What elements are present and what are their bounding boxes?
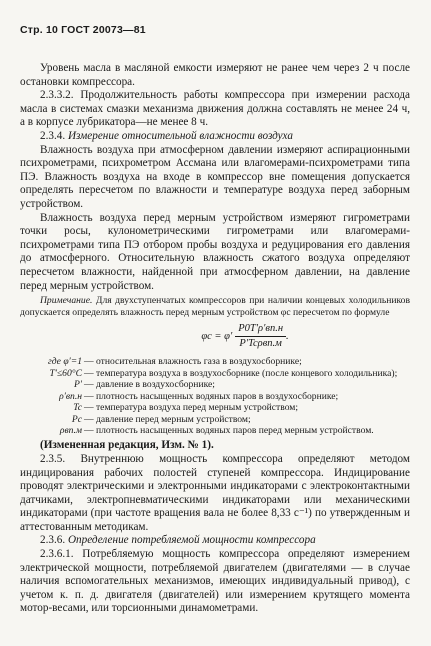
definition-row — [20, 368, 410, 379]
paragraph-2-3-5: 2.3.5. Внутреннюю мощность компрессора определяют методом индицирования рабочих полостей ступеней компрессора. Индицирование проводят электрическими и электронными индикаторами с электроконтактными датчиками, электропневматическими индикаторами или механическими индикаторами (при частоте вращения вала не более 8,33 с⁻¹) по утвержденным и аттестованным методикам. — [20, 452, 410, 533]
note-text: Для двухступенчатых компрессоров при наличии концевых холодильников допускается определять влажность перед мерным устройством φc пересчетом по формуле — [20, 295, 411, 318]
definition-symbol: P′ — [74, 379, 82, 391]
section-title: Определение потребляемой мощности компрессора — [67, 534, 316, 547]
paragraph-humidity-meter: Влажность воздуха перед мерным устройством измеряют гигрометрами точки росы, кулонометрическими гигрометрами или влагомерами-психрометрами типа ПЭ отбором пробы воздуха и редуцирования его давления до атмосферного. Относительную влажность сжатого воздуха определяют пересчетом влажности, найденной при атмосферном давлении, на давление перед мерным устройством. — [20, 211, 410, 292]
paragraph-humidity-atm: Влажность воздуха при атмосферном давлении измеряют аспирационными психрометрами, психрометром Ассмана или влагомерами-психрометрами типа ПЭ. Влажность воздуха на входе в компрессор вне помещения допускается определять пересчетом по влажности и температуре воздуха перед заборным устройством. — [20, 143, 410, 210]
definition-row — [20, 414, 410, 425]
formula-tail: . — [286, 330, 289, 342]
definition-row — [20, 356, 410, 367]
section-2-3-6-heading — [20, 534, 410, 548]
definition-text: — давление в воздухосборнике; — [84, 379, 215, 391]
definition-row — [20, 379, 410, 390]
note-label: Примечание. — [40, 295, 93, 307]
note-paragraph — [20, 295, 410, 318]
paragraph-2-3-3-2: 2.3.3.2. Продолжительность работы компрессора при измерении расхода масла в системах смазки механизма движения должна составлять не менее 24 ч, а в корпусе лубрикатора—не менее 8 ч. — [20, 89, 410, 129]
formula-lhs: φc = φ′ — [201, 330, 233, 342]
formula-fraction — [235, 322, 286, 350]
amendment-note: (Измененная редакция, Изм. № 1). — [40, 439, 214, 452]
section-number: 2.3.4. — [40, 129, 66, 142]
definition-row — [20, 425, 410, 436]
section-title: Измерение относительной влажности воздуха — [67, 129, 293, 142]
definition-symbol: где φ′=1 — [47, 356, 82, 368]
paragraph-2-3-6-1: 2.3.6.1. Потребляемую мощность компрессора определяют измерением электрической мощности, потребляемой двигателем (двигателями — в случае наличия вспомогательных механизмов, имеющих индивидуальный привод), с учетом к. п. д. двигателя (двигателей) или измерением крутящего момента мотор-весами, или торсионными динамометрами. — [20, 548, 410, 615]
formula-definitions — [20, 356, 410, 436]
definition-text: — относительная влажность газа в воздухосборнике; — [84, 356, 302, 368]
definition-row — [20, 391, 410, 402]
definition-symbol: Pc — [71, 413, 82, 425]
definition-symbol: Tc — [73, 402, 82, 414]
definition-text: — плотность насыщенных водяных паров в воздухосборнике; — [84, 390, 339, 402]
definition-text: — давление перед мерным устройством; — [84, 413, 251, 425]
formula-numerator: P0T′ρ′вп.н — [235, 322, 286, 337]
definition-symbol: ρ′вп.н — [59, 390, 82, 402]
definition-text: — температура воздуха в воздухосборнике (после концевого холодильника); — [84, 367, 398, 379]
section-2-3-4-heading — [20, 130, 410, 144]
definition-symbol: ρвп.м — [59, 424, 82, 436]
humidity-formula — [80, 322, 410, 350]
paragraph-oil-level: Уровень масла в масляной емкости измеряют не ранее чем через 2 ч после остановки компрессора. — [20, 62, 410, 88]
definition-text: — плотность насыщенных водяных паров перед мерным устройством. — [84, 424, 374, 436]
definition-symbol: T′≤60°C — [49, 367, 82, 379]
section-number: 2.3.6. — [40, 534, 66, 547]
definition-text: — температура воздуха перед мерным устройством; — [84, 402, 299, 414]
document-body — [20, 62, 410, 616]
formula-denominator: P′Tcρвп.м — [239, 337, 282, 349]
page-header: Стр. 10 ГОСТ 20073—81 — [20, 24, 146, 36]
definition-row — [20, 402, 410, 413]
